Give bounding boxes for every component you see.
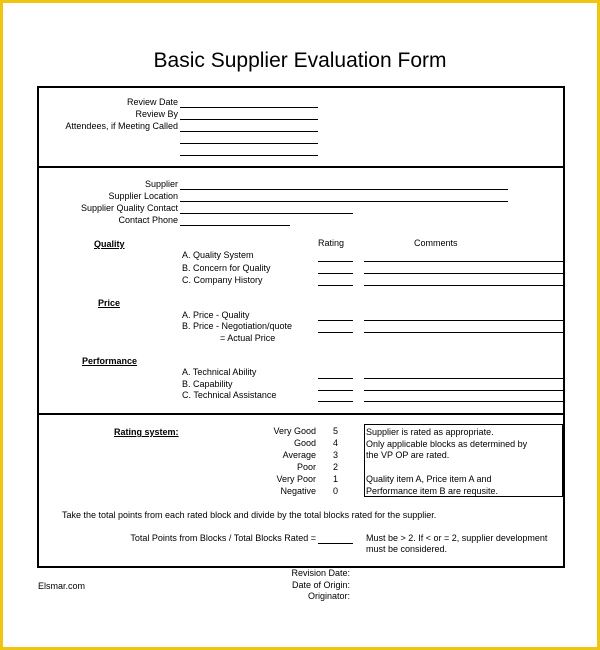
performance-heading: Performance (82, 356, 138, 366)
review-by-label: Review By (135, 109, 178, 119)
rating-note: Only applicable blocks as determined by (366, 439, 528, 449)
instructions-text: Take the total points from each rated block and divide by the total blocks rated for the supplier. (62, 510, 437, 520)
attendees-label: Attendees, if Meeting Called (65, 121, 178, 131)
quality-rating-field[interactable] (318, 261, 353, 262)
performance-rating-field[interactable] (318, 390, 353, 391)
rating-level-value: 0 (333, 486, 339, 496)
quality-comment-field[interactable] (364, 285, 563, 286)
performance-rating-field[interactable] (318, 401, 353, 402)
quality-comment-field[interactable] (364, 261, 563, 262)
quality-contact-field[interactable] (180, 213, 353, 214)
price-item: B. Price - Negotiation/quote (182, 321, 293, 331)
price-comment-field[interactable] (364, 332, 563, 333)
rating-note: Performance item B are requsite. (366, 486, 499, 496)
performance-rating-field[interactable] (318, 378, 353, 379)
rating-level-label: Negative (280, 486, 316, 496)
performance-item: B. Capability (182, 379, 233, 389)
attendees-field-2[interactable] (180, 143, 318, 144)
performance-item: C. Technical Assistance (182, 390, 277, 400)
attendees-field-3[interactable] (180, 155, 318, 156)
rating-level-value: 4 (333, 438, 339, 448)
rating-note: Supplier is rated as appropriate. (366, 427, 494, 437)
total-note: must be considered. (366, 544, 448, 554)
rating-level-label: Very Good (273, 426, 316, 436)
total-note: Must be > 2. If < or = 2, supplier development (366, 533, 548, 543)
performance-comment-field[interactable] (364, 401, 563, 402)
rating-level-label: Good (293, 438, 316, 448)
page-title: Basic Supplier Evaluation Form (153, 49, 447, 72)
quality-rating-field[interactable] (318, 273, 353, 274)
quality-comment-field[interactable] (364, 273, 563, 274)
supplier-label: Supplier (144, 179, 178, 189)
price-comment-field[interactable] (364, 320, 563, 321)
price-heading: Price (98, 298, 121, 308)
rating-note: the VP OP are rated. (366, 450, 450, 460)
quality-item: B. Concern for Quality (182, 263, 271, 273)
review-date-field[interactable] (180, 107, 318, 108)
supplier-location-label: Supplier Location (108, 191, 178, 201)
attendees-field-1[interactable] (180, 131, 318, 132)
quality-heading: Quality (94, 239, 125, 249)
total-points-field[interactable] (318, 543, 353, 544)
performance-comment-field[interactable] (364, 390, 563, 391)
performance-comment-field[interactable] (364, 378, 563, 379)
performance-item: A. Technical Ability (182, 367, 257, 377)
quality-contact-label: Supplier Quality Contact (80, 203, 178, 213)
rating-level-label: Average (282, 450, 316, 460)
rating-level-value: 1 (333, 474, 339, 484)
rating-level-label: Poor (296, 462, 316, 472)
quality-item: C. Company History (182, 275, 263, 285)
rating-column-header: Rating (318, 238, 345, 248)
rating-level-label: Very Poor (276, 474, 316, 484)
comments-column-header: Comments (414, 238, 458, 248)
price-item: = Actual Price (220, 333, 276, 343)
date-of-origin-label: Date of Origin: (291, 580, 350, 590)
rating-level-value: 3 (333, 450, 339, 460)
contact-phone-label: Contact Phone (118, 215, 178, 225)
quality-item: A. Quality System (182, 250, 254, 260)
review-date-label: Review Date (126, 97, 178, 107)
company-name: Elsmar.com (38, 581, 86, 591)
supplier-field[interactable] (180, 189, 508, 190)
price-rating-field[interactable] (318, 332, 353, 333)
rating-note: Quality item A, Price item A and (366, 474, 492, 484)
originator-label: Originator: (307, 591, 350, 601)
quality-rating-field[interactable] (318, 285, 353, 286)
contact-phone-field[interactable] (180, 225, 290, 226)
rating-level-value: 2 (333, 462, 339, 472)
price-item: A. Price - Quality (182, 310, 250, 320)
review-by-field[interactable] (180, 119, 318, 120)
revision-date-label: Revision Date: (291, 568, 350, 578)
rating-system-heading: Rating system: (114, 427, 179, 437)
rating-level-value: 5 (333, 426, 339, 436)
price-rating-field[interactable] (318, 320, 353, 321)
supplier-location-field[interactable] (180, 201, 508, 202)
total-points-label: Total Points from Blocks / Total Blocks Rated = (130, 533, 316, 543)
